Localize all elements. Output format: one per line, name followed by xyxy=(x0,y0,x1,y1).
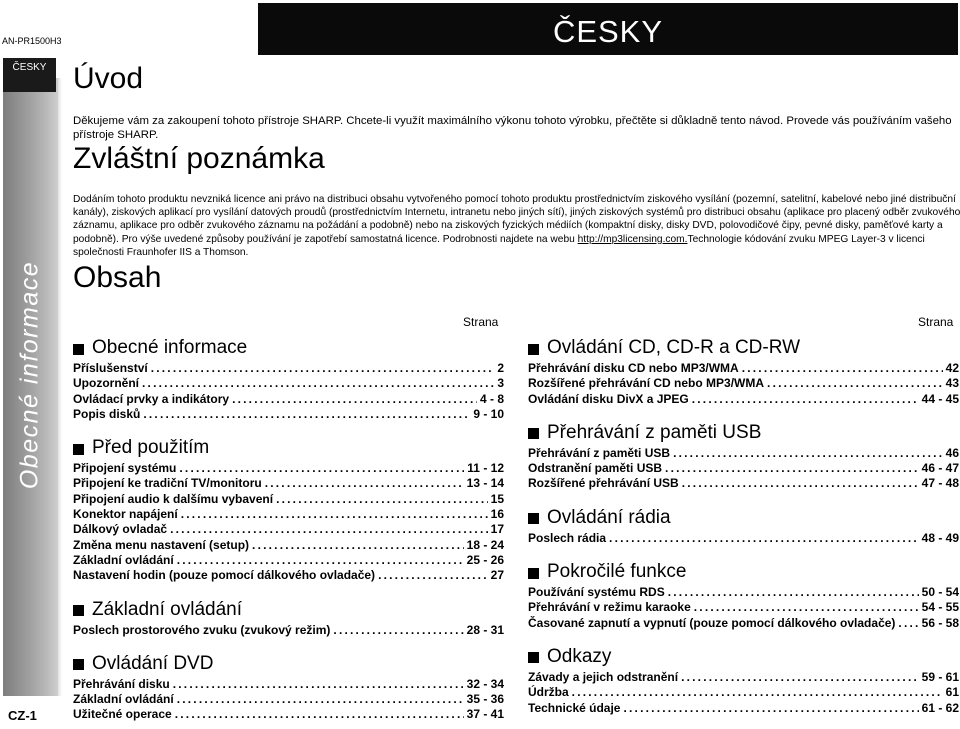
toc-entry-label: Rozšířené přehrávání USB xyxy=(528,476,679,491)
toc-entry[interactable] xyxy=(528,531,959,546)
toc-entry-label: Závady a jejich odstranění xyxy=(528,669,679,684)
dot-leader xyxy=(898,616,918,631)
toc-section-title xyxy=(73,436,504,460)
toc-section-title xyxy=(528,506,959,530)
special-note-body-end: Technologie kódování zvuku MPEG Layer-3 v licenci společnosti Fraunhofer IIS a Thomson. xyxy=(73,233,925,258)
toc-entry[interactable] xyxy=(73,376,504,391)
toc-entry-label: Rozšířené přehrávání CD nebo MP3/WMA xyxy=(528,376,765,391)
toc-section-title-text: Obecné informace xyxy=(92,337,248,358)
side-strip-edge xyxy=(58,78,62,696)
toc-entry[interactable] xyxy=(528,701,959,716)
toc-entry[interactable] xyxy=(528,446,959,461)
toc-entry-page: 16 xyxy=(490,507,504,522)
toc-entry[interactable] xyxy=(528,585,959,600)
dot-leader xyxy=(673,446,943,461)
toc-section-title-text: Před použitím xyxy=(92,437,210,459)
language-banner-text: ČESKY xyxy=(552,14,664,49)
square-bullet-icon xyxy=(528,344,539,355)
dot-leader xyxy=(173,677,464,692)
toc-entry-page: 46 xyxy=(945,445,959,460)
mp3licensing-link[interactable]: http://mp3licensing.com. xyxy=(577,233,688,245)
toc-entry-page: 46 - 47 xyxy=(921,461,959,476)
dot-leader xyxy=(609,531,919,546)
toc-section xyxy=(73,598,504,638)
square-bullet-icon xyxy=(528,513,539,524)
toc-entry-page: 15 xyxy=(490,491,504,506)
dot-leader xyxy=(692,392,919,407)
dot-leader xyxy=(682,476,919,491)
toc-entry-label: Přehrávání v režimu karaoke xyxy=(528,600,691,615)
toc-entry[interactable] xyxy=(528,392,959,407)
square-bullet-icon xyxy=(73,344,84,355)
toc-section xyxy=(73,436,504,583)
toc-section-title-text: Základní ovládání xyxy=(92,598,242,620)
toc-entry-page: 56 - 58 xyxy=(921,615,959,630)
intro-title: Úvod xyxy=(73,62,144,95)
toc-entry[interactable] xyxy=(528,616,959,631)
toc-entry-page: 2 xyxy=(497,361,504,375)
toc-entry-label: Upozornění xyxy=(73,376,139,391)
toc-entry-label: Přehrávání disku CD nebo MP3/WMA xyxy=(528,361,739,375)
toc-entry-label: Nastavení hodin (pouze pomocí dálkového ovladače) xyxy=(73,568,376,583)
toc-entry-page: 37 - 41 xyxy=(466,707,504,722)
toc-entry-page: 61 - 62 xyxy=(921,700,959,715)
toc-entry-page: 11 - 12 xyxy=(467,461,504,476)
toc-entry[interactable] xyxy=(73,361,504,376)
dot-leader xyxy=(742,361,943,376)
page-column-label-right: Strana xyxy=(918,315,954,329)
toc-right-column xyxy=(528,336,959,722)
dot-leader xyxy=(378,568,488,583)
toc-entry-page: 48 - 49 xyxy=(921,530,959,545)
toc-section-title xyxy=(73,598,504,622)
toc-entry-label: Základní ovládání xyxy=(73,552,174,567)
dot-leader xyxy=(767,376,943,391)
toc-entry-page: 47 - 48 xyxy=(921,476,959,491)
dot-leader xyxy=(181,507,488,522)
toc-entry-page: 28 - 31 xyxy=(466,622,504,637)
toc-section xyxy=(528,645,959,716)
dot-leader xyxy=(143,407,470,422)
square-bullet-icon xyxy=(73,444,84,455)
toc-entry-page: 50 - 54 xyxy=(921,585,959,600)
toc-section-title-text: Odkazy xyxy=(547,645,612,667)
toc-entry-label: Popis disků xyxy=(73,406,141,421)
toc-entry[interactable] xyxy=(73,707,504,722)
contents-title: Obsah xyxy=(73,261,162,294)
toc-entry-page: 9 - 10 xyxy=(473,406,504,421)
dot-leader xyxy=(623,701,918,716)
toc-entry[interactable] xyxy=(73,407,504,422)
toc-entry[interactable] xyxy=(73,623,504,638)
toc-section xyxy=(73,652,504,723)
toc-section-title xyxy=(528,645,959,669)
dot-leader xyxy=(265,476,464,491)
toc-entry-page: 43 xyxy=(945,376,959,391)
toc-entry-label: Připojení ke tradiční TV/monitoru xyxy=(73,476,262,491)
toc-entry[interactable] xyxy=(528,376,959,391)
toc-entry[interactable] xyxy=(528,685,959,700)
toc-entry-label: Technické údaje xyxy=(528,700,621,715)
square-bullet-icon xyxy=(73,605,84,616)
toc-entry-label: Ovládání disku DivX a JPEG xyxy=(528,391,689,406)
toc-entry-page: 27 xyxy=(490,568,504,583)
dot-leader xyxy=(151,361,495,376)
toc-entry-page: 13 - 14 xyxy=(466,476,504,491)
language-side-tab: ČESKY xyxy=(3,58,56,92)
toc-entry-label: Příslušenství xyxy=(73,361,148,375)
toc-section-title-text: Ovládání rádia xyxy=(547,506,671,528)
toc-entry[interactable] xyxy=(528,461,959,476)
toc-entry-label: Ovládací prvky a indikátory xyxy=(73,391,230,406)
dot-leader xyxy=(694,600,919,615)
toc-entry-label: Odstranění paměti USB xyxy=(528,461,663,476)
toc-entry-label: Údržba xyxy=(528,685,569,700)
square-bullet-icon xyxy=(528,652,539,663)
toc-section-title xyxy=(528,560,959,584)
toc-left-column xyxy=(73,336,504,729)
toc-entry-page: 4 - 8 xyxy=(479,391,504,406)
toc-entry-label: Poslech rádia xyxy=(528,530,607,545)
toc-entry-page: 18 - 24 xyxy=(466,537,504,552)
toc-entry[interactable] xyxy=(73,692,504,707)
toc-section-title xyxy=(73,336,504,360)
model-number: AN-PR1500H3 xyxy=(2,36,62,46)
toc-entry-page: 25 - 26 xyxy=(466,552,504,567)
toc-entry-page: 17 xyxy=(490,522,504,537)
toc-entry[interactable] xyxy=(73,392,504,407)
dot-leader xyxy=(572,685,943,700)
toc-entry[interactable] xyxy=(528,600,959,615)
page-number: CZ-1 xyxy=(8,708,37,723)
toc-entry[interactable] xyxy=(73,568,504,583)
toc-entry-label: Používání systému RDS xyxy=(528,585,665,600)
toc-section xyxy=(528,560,959,631)
toc-entry[interactable] xyxy=(73,507,504,522)
dot-leader xyxy=(177,692,464,707)
toc-section-title xyxy=(528,421,959,445)
toc-entry-page: 54 - 55 xyxy=(921,600,959,615)
dot-leader xyxy=(276,492,488,507)
dot-leader xyxy=(665,461,919,476)
toc-section-title-text: Ovládání CD, CD-R a CD-RW xyxy=(547,337,801,358)
dot-leader xyxy=(177,553,464,568)
toc-section xyxy=(528,421,959,492)
toc-entry[interactable] xyxy=(73,476,504,491)
toc-section xyxy=(528,506,959,546)
square-bullet-icon xyxy=(73,659,84,670)
toc-entry-label: Přehrávání disku xyxy=(73,676,170,691)
toc-entry-label: Užitečné operace xyxy=(73,707,172,722)
special-note-text xyxy=(73,193,960,259)
toc-entry-label: Přehrávání z paměti USB xyxy=(528,445,671,460)
dot-leader xyxy=(681,670,919,685)
toc-entry[interactable] xyxy=(73,461,504,476)
toc-entry[interactable] xyxy=(73,492,504,507)
intro-text: Děkujeme vám za zakoupení tohoto přístroje SHARP. Chcete-li využít maximálního výkonu tohoto výrobku, přečtěte si důkladně tento návod. Provede vás používáním vašeho přístroje SHARP. xyxy=(73,115,952,141)
toc-entry-label: Připojení audio k dalšímu vybavení xyxy=(73,491,274,506)
dot-leader xyxy=(232,392,477,407)
toc-entry[interactable] xyxy=(73,522,504,537)
special-note-body: Dodáním tohoto produktu nevzniká licence ani právo na distribuci obsahu vytvořeného pomocí tohoto produktu prostřednictvím ziskového vysílání (pozemní, satelitní, kabelové nebo jiné distribuční kanály), ziskových aplikací pro vysílání datových proudů (prostřednictvím Internetu, intranetu nebo jiných sítí), jiných ziskových systémů pro distribuci obsahu (aplikace pro placený odběr zvukového záznamu, aplikace pro odběr zvukového záznamu na požádání a podobně) nebo na ziskových fyzických médiích (kompaktní disky, disky DVD, polovodičové čipy, pevné disky, paměťové karty a podobně). Pro výše uvedené způsoby používání je zapotřebí samostatná licence. Podrobnosti najdete na webu xyxy=(73,194,960,245)
dot-leader xyxy=(175,707,464,722)
toc-entry-label: Dálkový ovladač xyxy=(73,522,168,537)
toc-section xyxy=(73,336,504,422)
toc-entry-label: Konektor napájení xyxy=(73,507,178,522)
toc-section-title xyxy=(528,336,959,360)
toc-entry[interactable] xyxy=(73,677,504,692)
toc-section-title-text: Pokročilé funkce xyxy=(547,561,687,583)
toc-entry[interactable] xyxy=(528,476,959,491)
page-column-label-left: Strana xyxy=(463,315,499,329)
special-note-title: Zvláštní poznámka xyxy=(73,142,325,175)
toc-entry-label: Změna menu nastavení (setup) xyxy=(73,537,250,552)
toc-entry-label: Připojení systému xyxy=(73,461,177,476)
dot-leader xyxy=(142,376,494,391)
toc-section xyxy=(528,336,959,407)
toc-entry-page: 32 - 34 xyxy=(466,676,504,691)
toc-section-title xyxy=(73,652,504,676)
toc-entry-label: Základní ovládání xyxy=(73,692,174,707)
dot-leader xyxy=(668,585,919,600)
section-side-label: Obecné informace xyxy=(15,260,44,490)
toc-entry[interactable] xyxy=(73,553,504,568)
toc-section-title-text: Přehrávání z paměti USB xyxy=(547,421,762,443)
toc-entry[interactable] xyxy=(73,538,504,553)
toc-entry-page: 42 xyxy=(945,361,959,375)
dot-leader xyxy=(179,461,464,476)
toc-entry-page: 3 xyxy=(497,376,504,391)
dot-leader xyxy=(333,623,463,638)
square-bullet-icon xyxy=(528,568,539,579)
toc-entry-page: 61 xyxy=(945,685,959,700)
language-banner xyxy=(258,3,958,55)
toc-entry-page: 44 - 45 xyxy=(921,391,959,406)
toc-entry-page: 35 - 36 xyxy=(466,692,504,707)
dot-leader xyxy=(252,538,464,553)
toc-section-title-text: Ovládání DVD xyxy=(92,652,214,674)
toc-entry[interactable] xyxy=(528,361,959,376)
toc-entry[interactable] xyxy=(528,670,959,685)
dot-leader xyxy=(170,522,488,537)
toc-entry-label: Časované zapnutí a vypnutí (pouze pomocí dálkového ovladače) xyxy=(528,615,896,630)
toc-entry-label: Poslech prostorového zvuku (zvukový režim) xyxy=(73,622,331,637)
toc-entry-page: 59 - 61 xyxy=(921,669,959,684)
square-bullet-icon xyxy=(528,428,539,439)
